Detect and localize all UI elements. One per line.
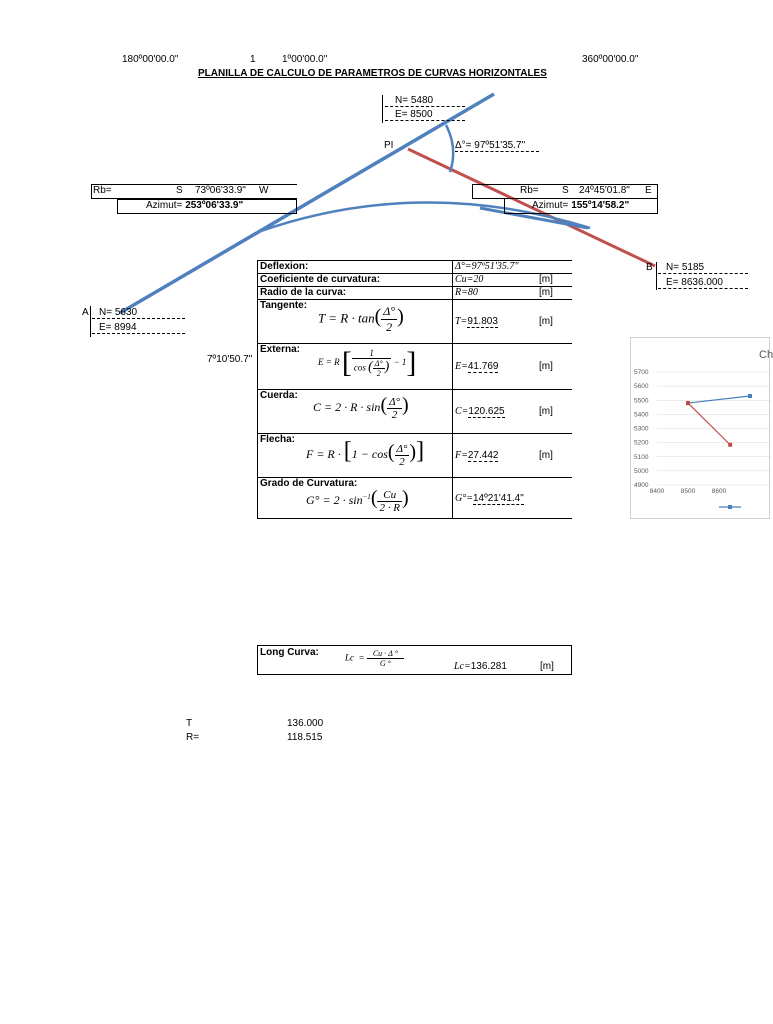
grado-formula: $G^\circ = 2 \cdot \sin^{-1}$( $\frac{Cu}{2 \cdot R}$ )	[306, 487, 409, 514]
chart-point	[686, 401, 690, 405]
chart-y-tick: 5000	[634, 467, 649, 475]
chart-series-line	[688, 396, 750, 403]
cuerda-result	[453, 390, 538, 434]
curvatura-label: Coeficiente de curvatura:	[258, 274, 453, 287]
chart-y-tick: 5500	[634, 397, 649, 405]
chart-y-tick: 5600	[634, 383, 649, 391]
chart-y-tick: 4900	[634, 482, 649, 489]
deflection-arc	[446, 125, 453, 172]
header-counter: 1	[250, 54, 256, 65]
pi-delta: Δ°= 97º51'35.7"	[455, 140, 539, 152]
left-azimut	[146, 200, 243, 211]
header-angle1: 180º00'00.0"	[122, 54, 179, 65]
chart-series-line	[688, 403, 730, 445]
curvatura-unit: [m]	[537, 274, 572, 287]
chart-panel	[630, 337, 773, 519]
tangente-cell	[258, 300, 453, 344]
tangente-formula: T = R · tan( $\frac{\Delta^\circ}{2}$ )	[318, 304, 404, 334]
cuerda-cell	[258, 390, 453, 434]
deflexion-label: Deflexion:	[258, 261, 453, 274]
chart-x-tick: 8600	[711, 488, 727, 495]
footer-r-value: 118.515	[287, 732, 323, 743]
row-deflexion	[258, 261, 573, 274]
chart-x-tick: 8400	[649, 488, 665, 495]
tangente-result-value: 91.803	[467, 316, 498, 327]
row-grado	[258, 478, 573, 519]
footer-t-label: T	[186, 718, 193, 729]
point-b-divider	[656, 262, 657, 290]
flecha-unit: [m]	[537, 434, 572, 478]
externa-formula: E = R [ 1 cos ( $\frac{\Delta^\circ}{2}$ ) − 1]	[318, 346, 417, 379]
pi-label: PI	[384, 140, 394, 151]
left-azimut-label: Azimut=	[146, 200, 183, 211]
chart-y-tick: 5700	[634, 369, 649, 376]
cuerda-label: Cuerda:	[260, 390, 298, 401]
radio-label: Radio de la curva:	[258, 287, 453, 300]
chart-y-tick: 5300	[634, 425, 649, 433]
point-a-divider	[90, 306, 91, 337]
long-curva-label: Long Curva:	[260, 647, 319, 658]
right-rb-dir2: E	[645, 185, 652, 196]
left-azimut-value: 253º06'33.9"	[185, 200, 244, 211]
externa-result-value: 41.769	[467, 361, 499, 372]
chart-y-tick: 5200	[634, 439, 649, 447]
right-azimut-label: Azimut=	[532, 200, 569, 211]
chart-point	[728, 443, 732, 447]
footer-r-label: R=	[186, 732, 200, 743]
cuerda-result-name: C=	[455, 406, 469, 417]
left-rb-dir2: W	[259, 185, 269, 196]
chart-y-tick: 5100	[634, 453, 649, 461]
grado-result	[453, 478, 573, 519]
cuerda-result-value: 120.625	[468, 406, 505, 417]
footer-t-value: 136.000	[287, 718, 324, 729]
chart-plot	[631, 338, 771, 520]
flecha-formula: F = R · [1 − cos( $\frac{\Delta^\circ}{2}$ )]	[306, 438, 425, 468]
cuerda-unit: [m]	[537, 390, 572, 434]
left-rb-angle: 73º06'33.9"	[195, 185, 246, 196]
right-azimut	[532, 200, 629, 211]
curvatura-value: Cu=20	[453, 274, 538, 287]
radio-unit: [m]	[537, 287, 572, 300]
right-azimut-value: 155º14'58.2"	[571, 200, 630, 211]
chart-y-tick: 5400	[634, 411, 649, 419]
header-angle2: 1º00'00.0"	[282, 54, 328, 65]
chart-legend-marker	[728, 505, 732, 509]
externa-unit: [m]	[537, 344, 572, 390]
point-a-east: E= 8994	[92, 322, 185, 334]
pi-east: E= 8500	[385, 109, 465, 121]
point-b-label: B	[646, 262, 653, 273]
flecha-result-value: 27.442	[467, 450, 499, 461]
flecha-result	[453, 434, 538, 478]
externa-result-name: E=	[455, 361, 468, 372]
grado-result-name: G°=	[455, 492, 473, 504]
chart-point	[748, 394, 752, 398]
tangente-result	[453, 300, 538, 344]
row-flecha	[258, 434, 573, 478]
left-rb-dir1: S	[176, 185, 183, 196]
grado-result-value: 14º21'41.4"	[472, 492, 524, 504]
calc-table	[257, 260, 572, 519]
grado-label: Grado de Curvatura:	[260, 478, 358, 489]
externa-label: Externa:	[260, 344, 301, 355]
row-cuerda	[258, 390, 573, 434]
long-curva-result-name: Lc=	[454, 661, 471, 672]
long-curva-result	[454, 661, 507, 672]
externa-result	[453, 344, 538, 390]
long-curva-formula: Lc = $\frac{Cu \cdot \Delta ^\circ}{G ^\circ}$	[345, 649, 404, 668]
chart-x-tick: 8500	[680, 488, 696, 495]
point-b-east: E= 8636.000	[658, 277, 748, 289]
cuerda-formula: C = 2 · R · sin( $\frac{\Delta^\circ}{2}$ )	[313, 394, 409, 421]
flecha-cell	[258, 434, 453, 478]
row-externa	[258, 344, 573, 390]
row-tangente	[258, 300, 573, 344]
point-b-north: N= 5185	[658, 262, 748, 274]
flecha-label: Flecha:	[260, 434, 296, 445]
tangente-unit: [m]	[537, 300, 572, 344]
point-a-label: A	[82, 307, 89, 318]
long-curva-result-value: 136.281	[470, 661, 507, 672]
externa-cell	[258, 344, 453, 390]
header-angle3: 360º00'00.0"	[582, 54, 639, 65]
row-radio	[258, 287, 573, 300]
grado-cell	[258, 478, 453, 519]
radio-value: R=80	[453, 287, 538, 300]
left-rb-label: Rb=	[93, 185, 112, 196]
side-angle: 7º10'50.7"	[207, 354, 253, 365]
pi-north: N= 5480	[385, 95, 465, 107]
pi-coord-divider	[382, 95, 383, 123]
tangente-result-name: T=	[455, 316, 468, 327]
flecha-result-name: F=	[455, 450, 468, 461]
right-rb-label: Rb=	[520, 185, 539, 196]
point-a-north: N= 5630	[92, 307, 185, 319]
long-curva-unit: [m]	[540, 661, 554, 672]
chart-title: Ch	[759, 349, 773, 361]
right-rb-dir1: S	[562, 185, 569, 196]
deflexion-value: Δ°=97º51'35.7"	[453, 261, 573, 274]
tangente-label: Tangente:	[260, 300, 308, 311]
row-curvatura	[258, 274, 573, 287]
right-rb-angle: 24º45'01.8"	[579, 185, 630, 196]
page-title: PLANILLA DE CALCULO DE PARAMETROS DE CURVAS HORIZONTALES	[198, 68, 547, 79]
